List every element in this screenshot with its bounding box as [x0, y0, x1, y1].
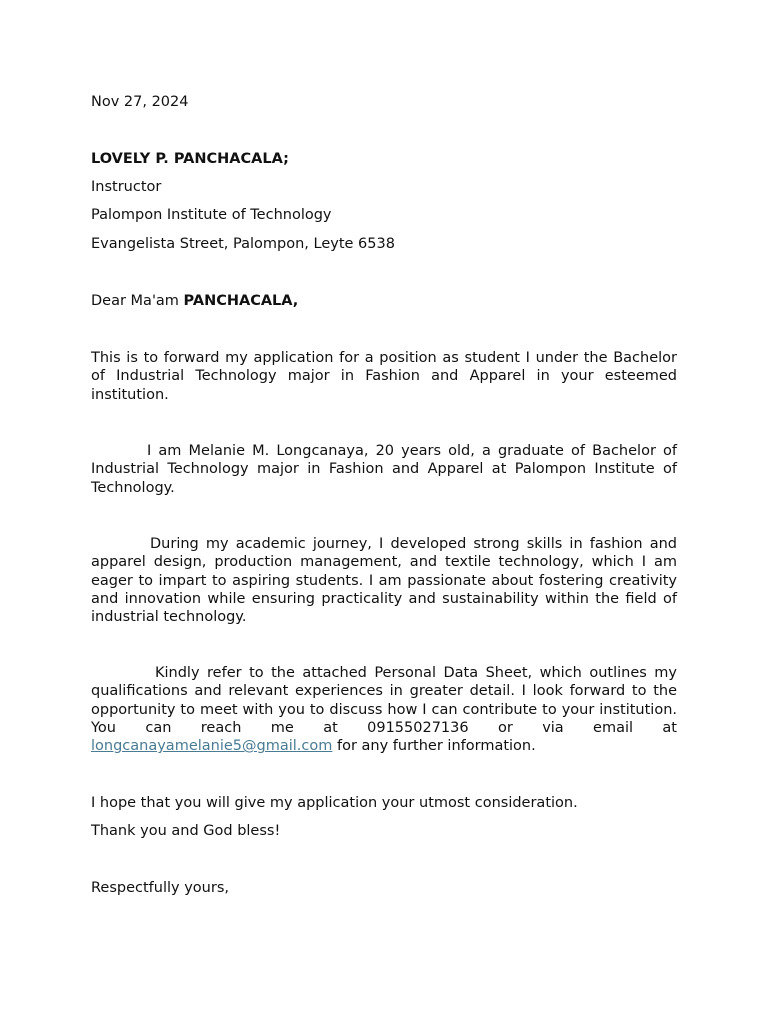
paragraph-about: I am Melanie M. Longcanaya, 20 years old, a graduate of Bachelor of Industrial Technology major in Fashion and Apparel at Palompon Institute of Technology. — [91, 443, 677, 496]
paragraph-contact — [91, 664, 677, 755]
letter-date: Nov 27, 2024 — [91, 94, 189, 110]
salutation — [91, 292, 298, 310]
paragraph-intro: This is to forward my application for a position as student I under the Bachelor of Industrial Technology major in Fashion and Apparel in your esteemed institution. — [91, 350, 677, 403]
recipient-title: Instructor — [91, 179, 162, 195]
signoff: Respectfully yours, — [91, 880, 229, 896]
recipient-name: LOVELY P. PANCHACALA; — [91, 151, 289, 167]
recipient-address: Evangelista Street, Palompon, Leyte 6538 — [91, 236, 395, 252]
paragraph-contact-text: Kindly refer to the attached Personal Data Sheet, which outlines my qualifications and relevant experiences in greater detail. I look forward to the opportunity to meet with you to discuss how I can contribute to your institution. You can reach me at 09155027136 or via email at — [91, 665, 677, 736]
recipient-institution: Palompon Institute of Technology — [91, 207, 332, 223]
closing-line-blessing: Thank you and God bless! — [91, 823, 281, 839]
salutation-prefix: Dear Ma'am — [91, 293, 184, 309]
closing-line-consideration: I hope that you will give my application your utmost consideration. — [91, 795, 578, 811]
paragraph-contact-tail: for any further information. — [332, 738, 536, 755]
paragraph-skills: During my academic journey, I developed strong skills in fashion and apparel design, production management, and textile technology, which I am eager to impart to aspiring students. I am passionate about fostering creativity and innovation while ensuring practicality and sustainability within the field of industrial technology. — [91, 536, 677, 626]
email-link[interactable]: longcanayamelanie5@gmail.com — [91, 738, 333, 755]
salutation-name: PANCHACALA, — [183, 293, 299, 309]
